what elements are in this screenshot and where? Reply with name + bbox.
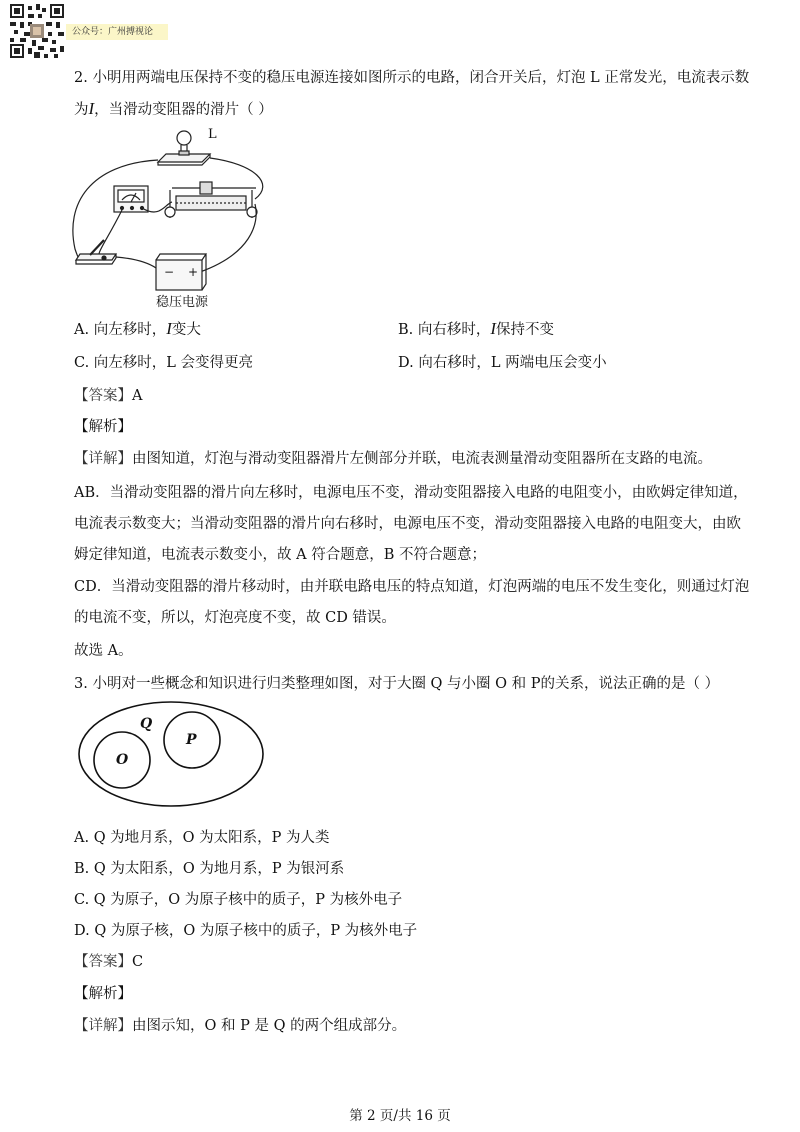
power-supply-caption: 稳压电源 — [156, 295, 209, 310]
q3-option-b: B. Q 为太阳系，O 为地月系，P 为银河系 — [74, 861, 345, 877]
q2-stem-line2: 为I，当滑动变阻器的滑片（ ） — [74, 99, 273, 118]
bulb-label: L — [208, 127, 217, 142]
label-o: O — [116, 752, 129, 768]
q3-answer: 【答案】C — [74, 954, 144, 970]
wechat-account-label: 公众号：广州搏视论 — [66, 24, 168, 40]
q2-detail-line3: 电流表示数变大；当滑动变阻器的滑片向右移时，电源电压不变，滑动变阻器接入电路的电阻变大，由欧 — [74, 516, 741, 532]
label-p: P — [186, 732, 197, 748]
q2-stem-line1: 2. 小明用两端电压保持不变的稳压电源连接如图所示的电路，闭合开关后，灯泡 L 正常发光，电流表示数 — [74, 70, 750, 86]
q2-option-a: A. 向左移时，I变大 — [74, 319, 201, 338]
q2-conclusion: 故选 A。 — [74, 643, 133, 659]
q2-detail-line5: CD．当滑动变阻器的滑片移动时，由并联电路电压的特点知道，灯泡两端的电压不发生变化，则通过灯泡 — [74, 579, 750, 595]
q3-detail: 【详解】由图示知，O 和 P 是 Q 的两个组成部分。 — [74, 1018, 407, 1034]
q3-analysis-tag: 【解析】 — [74, 986, 132, 1002]
q2-answer: 【答案】A — [74, 388, 143, 404]
q3-stem: 3. 小明对一些概念和知识进行归类整理如图，对于大圈 Q 与小圈 O 和 P的关系，说法正确的是（ ） — [74, 676, 720, 692]
q3-option-a: A. Q 为地月系，O 为太阳系，P 为人类 — [74, 830, 330, 846]
q2-analysis-tag: 【解析】 — [74, 419, 132, 435]
q2-detail-line4: 姆定律知道，电流表示数变小，故 A 符合题意，B 不符合题意； — [74, 547, 486, 563]
q3-option-c: C. Q 为原子，O 为原子核中的质子，P 为核外电子 — [74, 892, 403, 908]
q2-detail-line2: AB．当滑动变阻器的滑片向左移时，电源电压不变，滑动变阻器接入电路的电阻变小，由欧姆定律知道， — [74, 485, 748, 501]
venn-diagram — [76, 696, 276, 812]
q2-detail-line6: 的电流不变，所以，灯泡亮度不变，故 CD 错误。 — [74, 610, 396, 626]
q2-option-b: B. 向右移时，I保持不变 — [398, 319, 555, 338]
power-plus-label: + — [188, 265, 199, 279]
qr-code-icon — [10, 4, 64, 58]
page-number: 第 2 页/共 16 页 — [349, 1108, 451, 1124]
q2-option-d: D. 向右移时，L 两端电压会变小 — [398, 355, 607, 371]
q2-option-c: C. 向左移时，L 会变得更亮 — [74, 355, 254, 371]
q2-detail-line1: 【详解】由图知道，灯泡与滑动变阻器滑片左侧部分并联，电流表测量滑动变阻器所在支路的电流。 — [74, 451, 712, 467]
circuit-diagram — [60, 124, 290, 310]
circle-q — [79, 702, 263, 806]
power-minus-label: − — [164, 265, 175, 279]
q3-option-d: D. Q 为原子核，O 为原子核中的质子，P 为核外电子 — [74, 923, 418, 939]
label-q: Q — [140, 716, 153, 732]
